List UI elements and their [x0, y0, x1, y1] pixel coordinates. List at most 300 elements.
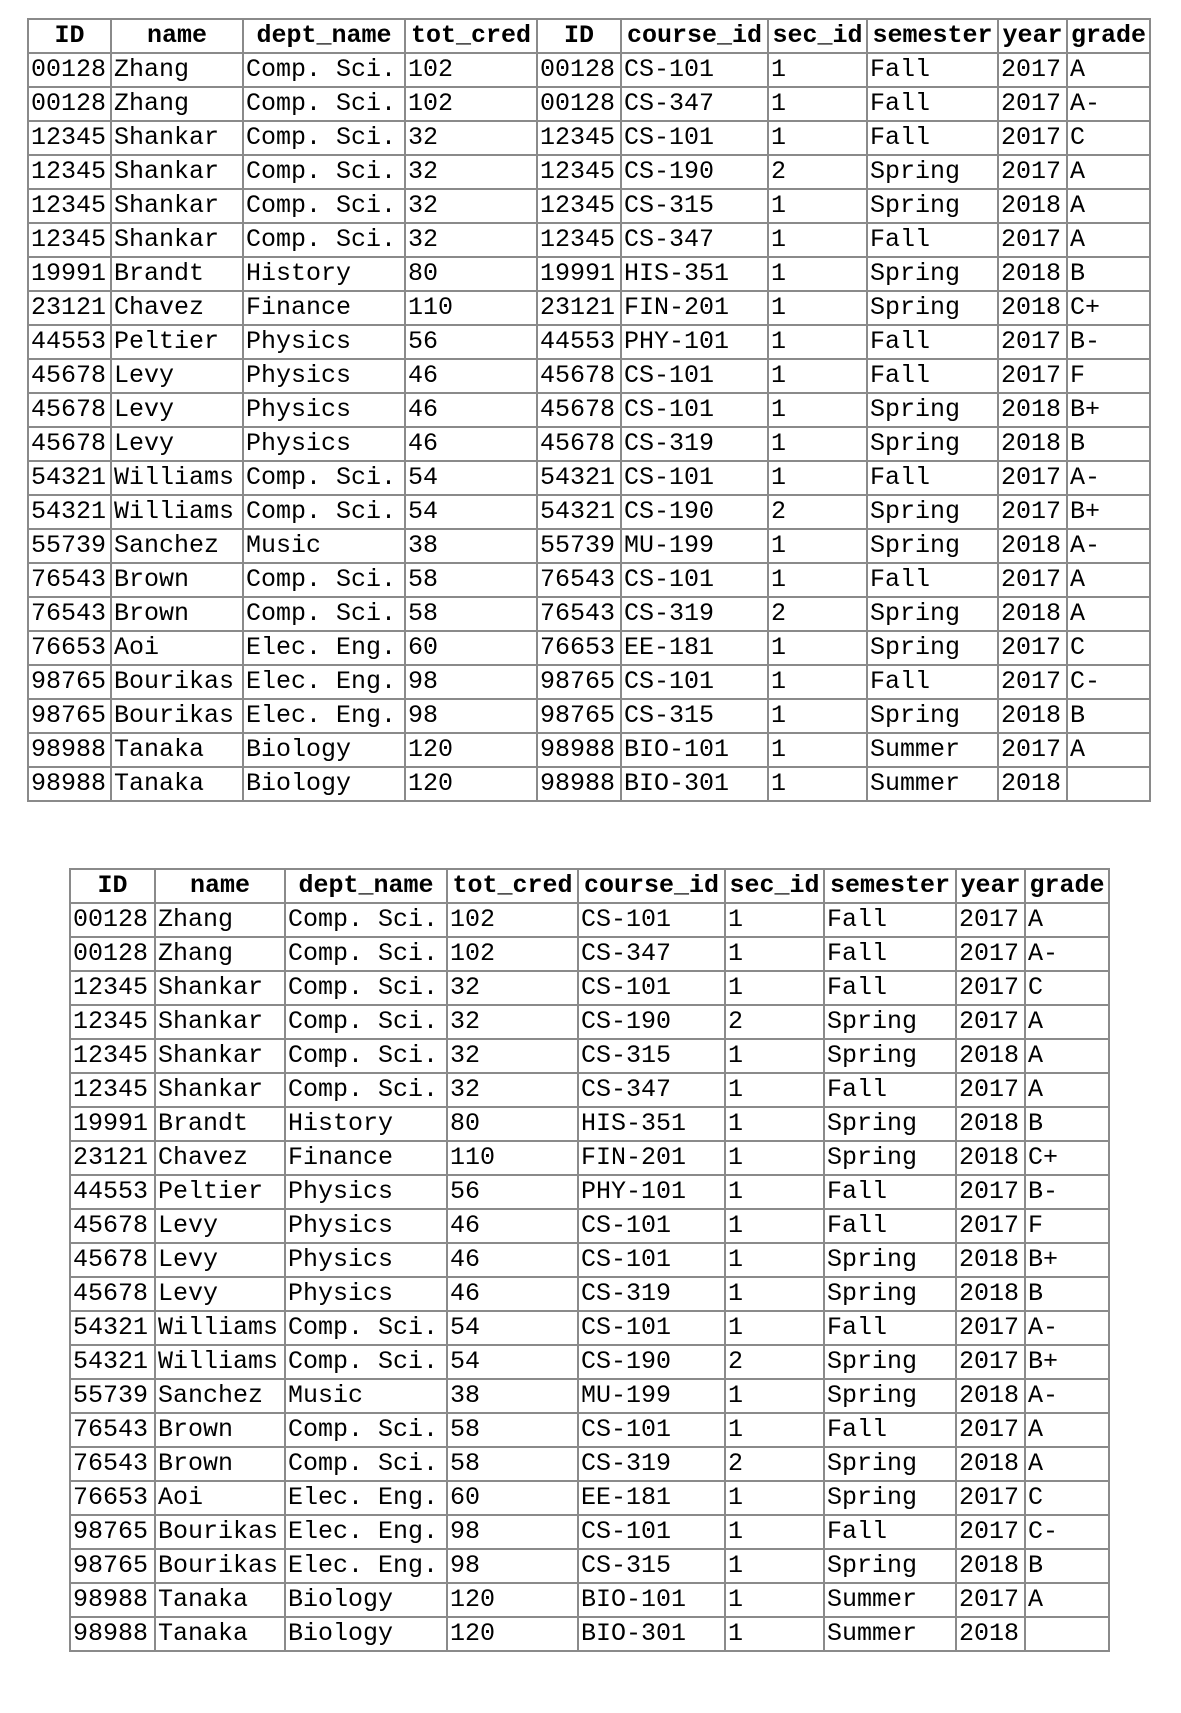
column-header: sec_id	[725, 869, 824, 903]
table-cell: Biology	[285, 1617, 447, 1651]
table-row	[70, 1209, 1109, 1243]
table-cell: MU-199	[578, 1379, 725, 1413]
joined-table	[27, 18, 1151, 802]
table-cell: Spring	[867, 631, 998, 665]
table-cell: Chavez	[111, 291, 243, 325]
table-cell: B	[1025, 1549, 1109, 1583]
table-cell: CS-347	[578, 1073, 725, 1107]
table-cell: 98	[447, 1549, 578, 1583]
table-cell: 23121	[28, 291, 111, 325]
table-row	[70, 1277, 1109, 1311]
table-row	[70, 1379, 1109, 1413]
table-cell: 1	[768, 189, 867, 223]
table-cell: 12345	[28, 223, 111, 257]
table-cell: 38	[405, 529, 537, 563]
table-cell: Spring	[867, 597, 998, 631]
table-cell: Physics	[243, 427, 405, 461]
table-cell: A	[1025, 1039, 1109, 1073]
table-cell: B	[1067, 257, 1150, 291]
column-header: sec_id	[768, 19, 867, 53]
table-cell: 2017	[956, 1175, 1025, 1209]
table-cell: A	[1067, 189, 1150, 223]
table-cell: Comp. Sci.	[285, 1005, 447, 1039]
table-cell: Fall	[824, 903, 956, 937]
table-cell: F	[1067, 359, 1150, 393]
table-cell: 80	[405, 257, 537, 291]
table-cell: 1	[768, 53, 867, 87]
table-cell: A	[1025, 1005, 1109, 1039]
table-cell: Shankar	[155, 1073, 285, 1107]
table-cell: 2017	[956, 1413, 1025, 1447]
table-row	[28, 121, 1150, 155]
table-cell: 2	[725, 1345, 824, 1379]
table-cell: 23121	[537, 291, 621, 325]
table-cell: 60	[405, 631, 537, 665]
table-row	[28, 427, 1150, 461]
table-cell: 58	[405, 597, 537, 631]
table-cell: Aoi	[155, 1481, 285, 1515]
table-cell: 54321	[70, 1345, 155, 1379]
table-cell: CS-190	[621, 155, 768, 189]
table-cell: CS-101	[578, 971, 725, 1005]
table-cell: 98765	[70, 1549, 155, 1583]
table-cell: Elec. Eng.	[243, 699, 405, 733]
table-cell: 98765	[28, 699, 111, 733]
table-cell: 58	[447, 1447, 578, 1481]
table-cell: CS-101	[578, 1413, 725, 1447]
table-cell: A-	[1067, 461, 1150, 495]
table-row	[28, 53, 1150, 87]
table-cell: 2017	[956, 1515, 1025, 1549]
table-cell: Fall	[824, 1311, 956, 1345]
table-row	[70, 1243, 1109, 1277]
table-cell: Fall	[824, 1413, 956, 1447]
table-cell: Physics	[285, 1209, 447, 1243]
table-cell: 76543	[537, 563, 621, 597]
table-cell: 2017	[956, 937, 1025, 971]
table-cell: 76653	[70, 1481, 155, 1515]
table-cell: Comp. Sci.	[243, 189, 405, 223]
table-cell: 1	[768, 631, 867, 665]
table-cell: Comp. Sci.	[243, 495, 405, 529]
table-row	[70, 1311, 1109, 1345]
table-cell: Physics	[243, 359, 405, 393]
table-cell: 2017	[998, 563, 1067, 597]
table-cell: 1	[768, 257, 867, 291]
table-cell: Summer	[824, 1583, 956, 1617]
table-cell: 12345	[70, 971, 155, 1005]
table-row	[28, 359, 1150, 393]
table-cell: BIO-101	[621, 733, 768, 767]
table-cell: 76543	[537, 597, 621, 631]
table-cell: 45678	[70, 1277, 155, 1311]
column-header: name	[155, 869, 285, 903]
table-cell: 102	[405, 87, 537, 121]
table-cell: 80	[447, 1107, 578, 1141]
table-cell: 76653	[537, 631, 621, 665]
table-cell: 45678	[537, 359, 621, 393]
table-cell: 1	[768, 291, 867, 325]
table-cell: 46	[447, 1277, 578, 1311]
column-header: dept_name	[243, 19, 405, 53]
table-cell: 46	[447, 1243, 578, 1277]
table-cell: 76543	[28, 563, 111, 597]
table-cell: 2017	[998, 223, 1067, 257]
table-cell: 1	[768, 733, 867, 767]
table-cell: 110	[447, 1141, 578, 1175]
table-cell: Spring	[867, 427, 998, 461]
table-row	[28, 87, 1150, 121]
table-cell: 76543	[70, 1413, 155, 1447]
table-cell: C-	[1025, 1515, 1109, 1549]
table-cell: 2017	[998, 631, 1067, 665]
table-cell: CS-319	[621, 597, 768, 631]
table-cell: 1	[768, 223, 867, 257]
table-cell: CS-315	[621, 699, 768, 733]
table-cell: Spring	[824, 1039, 956, 1073]
table-cell: 2017	[998, 495, 1067, 529]
table-cell: 102	[447, 937, 578, 971]
table-cell: Shankar	[155, 1005, 285, 1039]
table-cell: 2018	[956, 1379, 1025, 1413]
table-cell: B	[1067, 699, 1150, 733]
table-cell: Tanaka	[155, 1617, 285, 1651]
table-cell: Fall	[867, 563, 998, 597]
table-cell: 2017	[956, 1481, 1025, 1515]
table-cell: Comp. Sci.	[285, 1413, 447, 1447]
table-cell: 54321	[537, 461, 621, 495]
table-cell: C	[1067, 121, 1150, 155]
table-cell: 2	[725, 1447, 824, 1481]
table-cell: 56	[447, 1175, 578, 1209]
table-cell: A	[1067, 597, 1150, 631]
table-cell: Spring	[824, 1243, 956, 1277]
table-cell: 1	[768, 699, 867, 733]
table-cell: 2017	[998, 665, 1067, 699]
table-cell: Levy	[111, 359, 243, 393]
table-cell: History	[285, 1107, 447, 1141]
table-row	[28, 155, 1150, 189]
table-row	[28, 257, 1150, 291]
table-cell: Comp. Sci.	[285, 971, 447, 1005]
table-cell: 2018	[956, 1617, 1025, 1651]
table-row	[28, 189, 1150, 223]
column-header: course_id	[621, 19, 768, 53]
table-cell: 1	[725, 903, 824, 937]
table-cell: 44553	[70, 1175, 155, 1209]
table-cell: C	[1025, 1481, 1109, 1515]
table-cell: 46	[447, 1209, 578, 1243]
table-cell: 32	[447, 1073, 578, 1107]
table-cell: 98765	[28, 665, 111, 699]
table-cell: 54	[405, 461, 537, 495]
table-row	[70, 1005, 1109, 1039]
table-cell: Brown	[111, 597, 243, 631]
table-cell: 98988	[28, 767, 111, 801]
table-cell: 54321	[28, 495, 111, 529]
table-cell: Fall	[867, 53, 998, 87]
table-cell: 00128	[70, 903, 155, 937]
table-cell: 1	[768, 393, 867, 427]
table-cell: Summer	[867, 733, 998, 767]
table-cell: Comp. Sci.	[243, 597, 405, 631]
table-cell: 98988	[70, 1583, 155, 1617]
table-cell: CS-319	[578, 1277, 725, 1311]
table-cell: 54321	[537, 495, 621, 529]
table-cell: CS-101	[621, 53, 768, 87]
table-row	[70, 1039, 1109, 1073]
table-cell: Finance	[243, 291, 405, 325]
table-cell: 54	[405, 495, 537, 529]
table-row	[70, 1073, 1109, 1107]
table-cell: Spring	[824, 1481, 956, 1515]
table-cell: Levy	[111, 393, 243, 427]
table-cell: 2	[768, 597, 867, 631]
table-cell: 19991	[70, 1107, 155, 1141]
table-cell: Levy	[155, 1277, 285, 1311]
table-cell: 1	[725, 1039, 824, 1073]
table-cell: Spring	[867, 257, 998, 291]
table-cell: 1	[725, 1277, 824, 1311]
header-row	[70, 869, 1109, 903]
table-cell: Bourikas	[111, 665, 243, 699]
table-cell: Physics	[243, 325, 405, 359]
table-cell: 12345	[537, 121, 621, 155]
table-row	[70, 1549, 1109, 1583]
table-cell: 54	[447, 1345, 578, 1379]
table-cell: 12345	[28, 121, 111, 155]
table-cell: 1	[725, 1209, 824, 1243]
table-cell: 2017	[956, 1583, 1025, 1617]
table-cell: Fall	[824, 937, 956, 971]
table-cell: Brown	[155, 1413, 285, 1447]
table-cell: 1	[768, 767, 867, 801]
table-cell: 2017	[998, 461, 1067, 495]
table-cell: 120	[447, 1583, 578, 1617]
table-cell: 23121	[70, 1141, 155, 1175]
table-cell: A	[1025, 1583, 1109, 1617]
table-cell: Elec. Eng.	[285, 1549, 447, 1583]
table-cell: Biology	[285, 1583, 447, 1617]
table-cell: Comp. Sci.	[285, 1447, 447, 1481]
table-cell: Elec. Eng.	[243, 631, 405, 665]
column-header: name	[111, 19, 243, 53]
table-cell: 2017	[956, 1005, 1025, 1039]
table-cell: Physics	[243, 393, 405, 427]
table-cell: 32	[405, 155, 537, 189]
table-cell: Fall	[867, 87, 998, 121]
table-cell: Physics	[285, 1243, 447, 1277]
table-cell: Fall	[824, 1209, 956, 1243]
table-cell: Elec. Eng.	[285, 1515, 447, 1549]
table-cell: A-	[1025, 937, 1109, 971]
table-cell: 2018	[956, 1107, 1025, 1141]
table-cell: Peltier	[111, 325, 243, 359]
table-cell: 32	[405, 189, 537, 223]
table-cell: Biology	[243, 733, 405, 767]
table-cell: Fall	[867, 665, 998, 699]
table-row	[28, 529, 1150, 563]
table-cell: Spring	[824, 1277, 956, 1311]
table-cell: 44553	[537, 325, 621, 359]
table-cell: Sanchez	[111, 529, 243, 563]
column-header: grade	[1067, 19, 1150, 53]
table-cell: Spring	[867, 495, 998, 529]
table-row	[70, 1583, 1109, 1617]
table-cell: Comp. Sci.	[243, 121, 405, 155]
table-cell	[1025, 1617, 1109, 1651]
table-cell: Comp. Sci.	[285, 937, 447, 971]
table-cell: A	[1067, 563, 1150, 597]
column-header: year	[956, 869, 1025, 903]
table-cell: 1	[768, 563, 867, 597]
table-cell: CS-101	[621, 665, 768, 699]
table-row	[70, 1107, 1109, 1141]
table-row	[28, 631, 1150, 665]
table-cell: 44553	[28, 325, 111, 359]
table-cell: 2	[768, 495, 867, 529]
table-row	[70, 1481, 1109, 1515]
table-cell: Spring	[867, 699, 998, 733]
table-row	[28, 495, 1150, 529]
table-row	[70, 1617, 1109, 1651]
table-cell: B-	[1025, 1175, 1109, 1209]
table-cell: 54321	[28, 461, 111, 495]
table-cell: 2018	[998, 257, 1067, 291]
table-cell: 2018	[998, 699, 1067, 733]
table-cell: 2017	[956, 1209, 1025, 1243]
table-cell: 2018	[998, 291, 1067, 325]
table-cell: 120	[447, 1617, 578, 1651]
table-cell: Shankar	[111, 189, 243, 223]
table-cell: 45678	[28, 393, 111, 427]
table-cell: B+	[1067, 495, 1150, 529]
column-header: semester	[867, 19, 998, 53]
table-cell: 45678	[70, 1243, 155, 1277]
table-cell: 32	[447, 1005, 578, 1039]
table-cell: 98765	[537, 665, 621, 699]
table-cell: Comp. Sci.	[243, 223, 405, 257]
table-cell: 2017	[998, 87, 1067, 121]
table-cell: 12345	[70, 1039, 155, 1073]
table-cell: Spring	[867, 291, 998, 325]
table-cell: 58	[405, 563, 537, 597]
table-cell: 46	[405, 393, 537, 427]
table-cell: Fall	[824, 1175, 956, 1209]
table-row	[70, 1413, 1109, 1447]
table-cell: 2017	[956, 1345, 1025, 1379]
table-cell: Biology	[243, 767, 405, 801]
table-cell: 1	[725, 1073, 824, 1107]
table-cell: CS-347	[621, 87, 768, 121]
table-cell: 76653	[28, 631, 111, 665]
table-cell: CS-101	[621, 121, 768, 155]
table-cell: B	[1067, 427, 1150, 461]
table-cell: 00128	[28, 87, 111, 121]
table-cell: 1	[725, 937, 824, 971]
table-cell: 2018	[998, 597, 1067, 631]
table-cell: 1	[725, 1175, 824, 1209]
table-row	[70, 1447, 1109, 1481]
table-cell: 98	[405, 665, 537, 699]
table-cell: Fall	[867, 325, 998, 359]
table-cell: 2	[768, 155, 867, 189]
table-cell: Williams	[111, 461, 243, 495]
table-row	[28, 393, 1150, 427]
table-cell: A-	[1025, 1311, 1109, 1345]
table-cell: B+	[1067, 393, 1150, 427]
table-cell: 56	[405, 325, 537, 359]
table-cell: 00128	[537, 53, 621, 87]
column-header: ID	[70, 869, 155, 903]
table-cell: CS-190	[621, 495, 768, 529]
table-cell: F	[1025, 1209, 1109, 1243]
table-cell: 2017	[956, 903, 1025, 937]
table-cell: C+	[1067, 291, 1150, 325]
table-cell: B	[1025, 1107, 1109, 1141]
table-cell: Bourikas	[155, 1515, 285, 1549]
table-cell: CS-319	[578, 1447, 725, 1481]
table-cell: PHY-101	[621, 325, 768, 359]
table-cell: 55739	[70, 1379, 155, 1413]
table-cell: 2017	[998, 733, 1067, 767]
table-cell: 120	[405, 767, 537, 801]
table-cell: Physics	[285, 1277, 447, 1311]
table-cell: 2018	[998, 529, 1067, 563]
column-header: dept_name	[285, 869, 447, 903]
table-cell: 45678	[28, 359, 111, 393]
table-cell: 2018	[956, 1141, 1025, 1175]
table-cell: 2017	[998, 155, 1067, 189]
table-cell: 55739	[537, 529, 621, 563]
table-cell: A-	[1067, 529, 1150, 563]
table-cell: HIS-351	[578, 1107, 725, 1141]
table-cell: 45678	[70, 1209, 155, 1243]
table-cell: Zhang	[111, 53, 243, 87]
table-row	[28, 665, 1150, 699]
table-cell: Levy	[111, 427, 243, 461]
table-cell: Zhang	[155, 903, 285, 937]
table-cell: 60	[447, 1481, 578, 1515]
table-cell: 1	[768, 121, 867, 155]
header-row	[28, 19, 1150, 53]
table-row	[28, 223, 1150, 257]
table-cell: 32	[447, 1039, 578, 1073]
table-cell: 38	[447, 1379, 578, 1413]
table-cell: 1	[725, 1413, 824, 1447]
table-cell: CS-347	[621, 223, 768, 257]
table-cell: 1	[768, 325, 867, 359]
table-cell: CS-347	[578, 937, 725, 971]
column-header: semester	[824, 869, 956, 903]
table-cell: C+	[1025, 1141, 1109, 1175]
table-cell: Shankar	[155, 971, 285, 1005]
table-cell: Shankar	[111, 223, 243, 257]
table-cell: 46	[405, 427, 537, 461]
table-cell: A-	[1025, 1379, 1109, 1413]
table-cell: Bourikas	[155, 1549, 285, 1583]
table-cell: EE-181	[621, 631, 768, 665]
table-row	[28, 597, 1150, 631]
table-cell: 2018	[998, 427, 1067, 461]
table-cell: 55739	[28, 529, 111, 563]
table-cell	[1067, 767, 1150, 801]
table-cell: 2017	[998, 359, 1067, 393]
column-header: course_id	[578, 869, 725, 903]
table-cell: 1	[768, 461, 867, 495]
table-cell: 1	[725, 1107, 824, 1141]
table-cell: Spring	[824, 1549, 956, 1583]
